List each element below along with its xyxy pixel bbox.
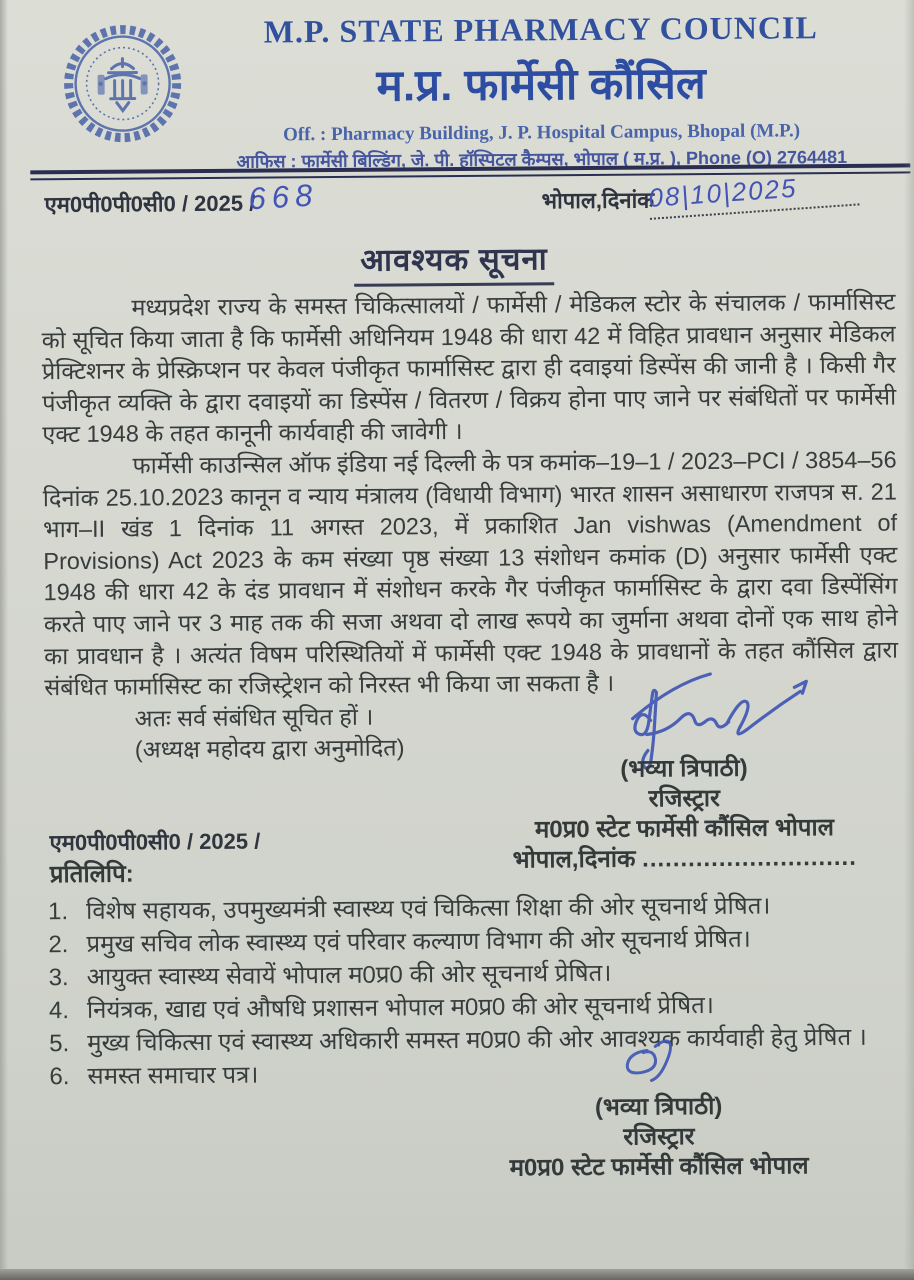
footer-signatory-designation: रजिस्ट्रार xyxy=(623,1123,695,1151)
council-title-english: M.P. STATE PHARMACY COUNCIL xyxy=(263,9,818,50)
place-date-label: भोपाल,दिनांक xyxy=(541,187,655,214)
footer-signatory-name: (भव्या त्रिपाठी) xyxy=(594,1092,723,1121)
date-handwritten: 08|10|2025 xyxy=(647,172,799,213)
copy-recipient-text: मुख्य चिकित्सा एवं स्वास्थ्य अधिकारी समस्त म0प्र0 की ओर आवश्यक कार्यवाही हेतु प्रेषित । xyxy=(87,1023,867,1057)
notice-paragraph: मध्यप्रदेश राज्य के समस्त चिकित्सालयों / फार्मेसी / मेडिकल स्टोर के संचालक / फार्मासिस्ट को सूचित किया जाता है कि फार्मेसी अधिनियम 1948 की धारा 42 में विहित प्रावधान अनुसार मेडिकल प्रेक्टिशनर के प्रेस्क्रिप्शन पर केवल पंजीकृत फार्मासिस्ट द्वारा ही दवाइयां डिस्पेंस की जानी है । किसी गैर पंजीकृत व्यक्ति के द्वारा दवाइयों का डिस्पेंस / वितरण / विक्रय होना पाए जाने पर संबंधितों पर फार्मेसी एक्ट 1948 के तहत कानूनी कार्यवाही की जावेगी । xyxy=(41,288,897,448)
copy-recipient-item xyxy=(49,1054,899,1094)
notice-title: आवश्यक सूचना xyxy=(354,237,554,287)
notice-paragraph: फार्मेसी काउन्सिल ऑफ इंडिया नई दिल्ली के पत्र कमांक–19–1 / 2023–PCI / 3854–56 दिनांक 25.10.2023 कानून व न्याय मंत्रालय (विधायी विभाग) भारत शासन असाधारण राजपत्र स. 21 भाग–II खंड 1 दिनांक 11 अगस्त 2023, में प्रकाशित Jan vishwas (Amendment of Provisions) Act 2023 के कम संख्या पृष्ठ संख्या 13 संशोधन कमांक (D) अनुसार फार्मेसी एक्ट 1948 की धारा 42 के दंड प्रावधान में संशोधन करके गैर पंजीकृत फार्मासिस्ट के द्वारा दवा डिस्पेंसिंग करते पाए जाने पर 3 माह तक की सजा अथवा दो लाख रूपये का जुर्माना अथवा दोनों एक साथ होने का प्रावधान है । अत्यंत विषम परिस्थितियों में फार्मेसी एक्ट 1948 के प्रावधानों के तहत कौंसिल द्वारा संबंधित फार्मासिस्ट का रजिस्ट्रेशन को निरस्त भी किया जा सकता है । xyxy=(42,446,899,701)
copy-recipient-text: नियंत्रक, खाद्य एवं औषधि प्रशासन भोपाल म0प्र0 की ओर सूचनार्थ प्रेषित। xyxy=(86,991,714,1024)
footer-signatory-organisation: म0प्र0 स्टेट फार्मेसी कौंसिल भोपाल xyxy=(509,1152,809,1182)
signatory-place-date-label: भोपाल,दिनांक xyxy=(512,845,636,874)
copy-recipients-list xyxy=(48,889,900,1094)
closing-line: अतः सर्व संबंधित सूचित हों । xyxy=(134,703,374,732)
signatory-place-date xyxy=(470,843,900,875)
copy-recipient-text: समस्त समाचार पत्र। xyxy=(87,1061,259,1090)
reference-number-printed: एम0पी0पी0सी0 / 2025 / xyxy=(44,190,256,218)
scan-edge-bottom xyxy=(0,1269,914,1280)
copy-reference-number: एम0पी0पी0सी0 / 2025 / xyxy=(49,828,261,856)
reference-number-handwritten: 668 xyxy=(247,177,320,217)
copy-recipient-text: आयुक्त स्वास्थ्य सेवायें भोपाल म0प्र0 की ओर सूचनार्थ प्रेषित। xyxy=(86,959,612,991)
council-title-hindi: म.प्र. फार्मेसी कौंसिल xyxy=(376,59,706,111)
scan-edge-right xyxy=(904,0,914,1280)
signatory-organisation: म0प्र0 स्टेट फार्मेसी कौंसिल भोपाल xyxy=(534,814,835,844)
signatory-designation: रजिस्ट्रार xyxy=(648,784,721,813)
approval-line: (अध्यक्ष महोदय द्वारा अनुमोदित) xyxy=(134,734,405,763)
footer-signatory-block xyxy=(424,1091,895,1185)
council-emblem-seal-icon xyxy=(61,22,184,145)
office-address-hindi: आफिस : फार्मेसी बिल्डिंग, जे. पी. हॉस्पिटल कैम्पस, भोपाल ( म.प्र. ), Phone (O) 2764481 xyxy=(236,146,848,172)
copy-to-label: प्रतिलिपि: xyxy=(49,860,134,889)
date-field xyxy=(647,168,859,219)
signatory-name: (भव्या त्रिपाठी) xyxy=(620,754,748,783)
office-address-english: Off. : Pharmacy Building, J. P. Hospital Campus, Bhopal (M.P.) xyxy=(282,120,801,146)
signatory-block xyxy=(469,752,900,875)
signatory-date-dotted-line: ............................ xyxy=(642,843,857,873)
scan-edge-left xyxy=(0,0,8,1280)
copy-recipient-text: विशेष सहायक, उपमुख्यमंत्री स्वास्थ्य एवं चिकित्सा शिक्षा की ओर सूचनार्थ प्रेषित। xyxy=(86,892,771,925)
copy-recipient-text: प्रमुख सचिव लोक स्वास्थ्य एवं परिवार कल्याण विभाग की ओर सूचनार्थ प्रेषित। xyxy=(86,925,751,958)
